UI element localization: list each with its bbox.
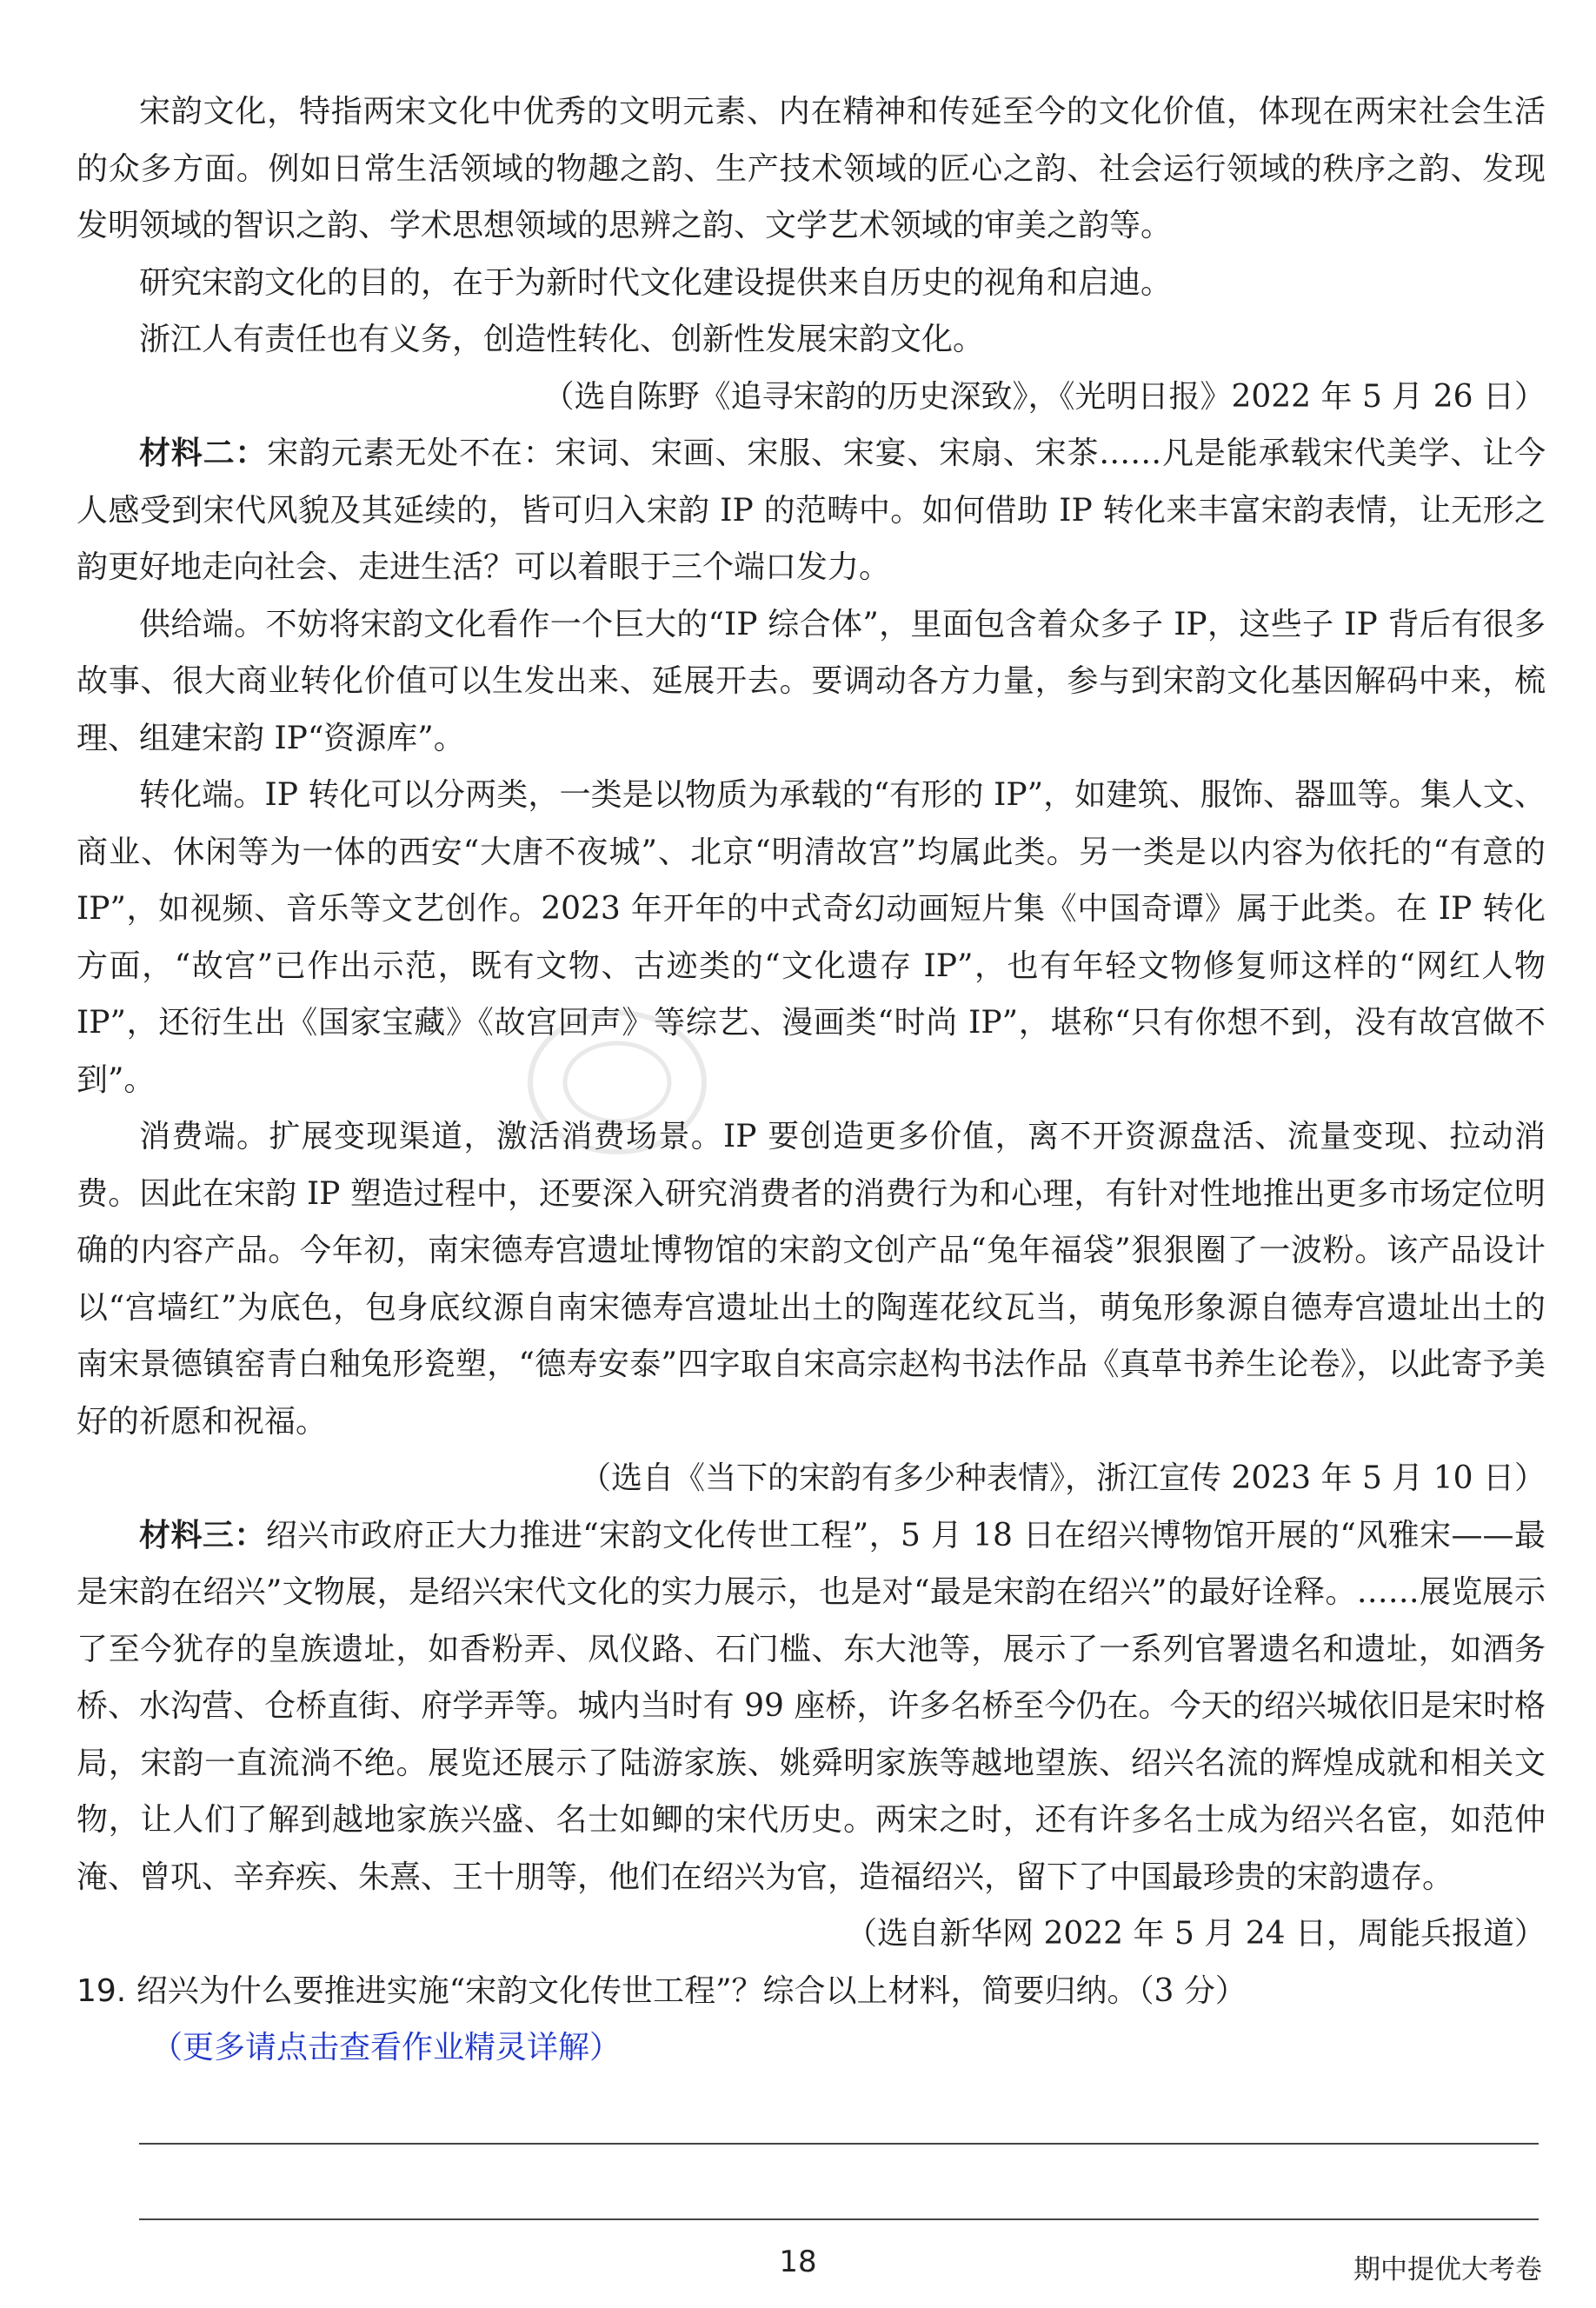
answer-detail-link[interactable]: （更多请点击查看作业精灵详解） <box>151 2030 622 2065</box>
answer-line <box>139 2218 1539 2220</box>
source-citation: （选自新华网 2022 年 5 月 24 日，周能兵报道） <box>846 1916 1546 1952</box>
material-three-label: 材料三： <box>139 1517 266 1553</box>
passage-paragraph: 消费端。扩展变现渠道，激活消费场景。IP 要创造更多价值，离不开资源盘活、流量变现、拉动消费。因此在宋韵 IP 塑造过程中，还要深入研究消费者的消费行为和心理，有针对性地推出更多市场定位明确的内容产品。今年初，南宋德寿宫遗址博物馆的宋韵文创产品“兔年福袋”狠狠圈了一波粉。该产品设计以“宫墙红”为底色，包身底纹源自南宋德寿宫遗址出土的陶莲花纹瓦当，萌兔形象源自德寿宫遗址出土的南宋景德镇窑青白釉兔形瓷塑，“德寿安泰”四字取自宋高宗赵构书法作品《真草书养生论卷》，以此寄予美好的祈愿和祝福。 <box>76 1119 1546 1440</box>
book-title: 期中提优大考卷 <box>1353 2254 1542 2285</box>
passage-paragraph: 宋韵文化，特指两宋文化中优秀的文明元素、内在精神和传延至今的文化价值，体现在两宋社会生活的众多方面。例如日常生活领域的物趣之韵、生产技术领域的匠心之韵、社会运行领域的秩序之韵、发现发明领域的智识之韵、学术思想领域的思辨之韵、文学艺术领域的审美之韵等。 <box>76 94 1546 243</box>
material-three-intro <box>76 1507 1546 1906</box>
material-two-intro <box>76 425 1546 596</box>
passage-paragraph: 研究宋韵文化的目的，在于为新时代文化建设提供来自历史的视角和启迪。 <box>139 264 1173 301</box>
answer-line <box>139 2143 1539 2145</box>
question-text: 绍兴为什么要推进实施“宋韵文化传世工程”？综合以上材料，简要归纳。（3 分） <box>136 1972 1247 2009</box>
material-two-text: 宋韵元素无处不在：宋词、宋画、宋服、宋宴、宋扇、宋茶……凡是能承载宋代美学、让今人感受到宋代风貌及其延续的，皆可归入宋韵 IP 的范畴中。如何借助 IP 转化来丰富宋韵表情，让无形之韵更好地走向社会、走进生活？可以着眼于三个端口发力。 <box>76 436 1546 585</box>
material-two-label: 材料二： <box>139 436 268 471</box>
passage-paragraph: 转化端。IP 转化可以分两类，一类是以物质为承载的“有形的 IP”，如建筑、服饰、器皿等。集人文、商业、休闲等为一体的西安“大唐不夜城”、北京“明清故宫”均属此类。另一类是以内容为依托的“有意的 IP”，如视频、音乐等文艺创作。2023 年开年的中式奇幻动画短片集《中国奇谭》属于此类。在 IP 转化方面，“故宫”已作出示范，既有文物、古迹类的“文化遗存 IP”，也有年轻文物修复师这样的“网红人物 IP”，还衍生出《国家宝藏》《故宫回声》等综艺、漫画类“时尚 IP”，堪称“只有你想不到，没有故宫做不到”。 <box>76 777 1546 1098</box>
material-three-text: 绍兴市政府正大力推进“宋韵文化传世工程”，5 月 18 日在绍兴博物馆开展的“风雅宋——最是宋韵在绍兴”文物展，是绍兴宋代文化的实力展示，也是对“最是宋韵在绍兴”的最好诠释。……展览展示了至今犹存的皇族遗址，如香粉弄、凤仪路、石门槛、东大池等，展示了一系列官署遗名和遗址，如酒务桥、水沟营、仓桥直街、府学弄等。城内当时有 99 座桥，许多名桥至今仍在。今天的绍兴城依旧是宋时格局，宋韵一直流淌不绝。展览还展示了陆游家族、姚舜明家族等越地望族、绍兴名流的辉煌成就和相关文物，让人们了解到越地家族兴盛、名士如鲫的宋代历史。两宋之时，还有许多名士成为绍兴名宦，如范仲淹、曾巩、辛弃疾、朱熹、王十朋等，他们在绍兴为官，造福绍兴，留下了中国最珍贵的宋韵遗存。 <box>76 1517 1546 1895</box>
passage-paragraph: 浙江人有责任也有义务，创造性转化、创新性发展宋韵文化。 <box>139 322 985 357</box>
question-number: 19. <box>76 1972 127 2009</box>
source-citation: （选自陈野《追寻宋韵的历史深致》，《光明日报》2022 年 5 月 26 日） <box>542 378 1546 415</box>
question-19 <box>76 1963 1546 2020</box>
page-number: 18 <box>779 2245 817 2279</box>
reading-passage <box>76 83 1546 2077</box>
passage-paragraph: 供给端。不妨将宋韵文化看作一个巨大的“IP 综合体”，里面包含着众多子 IP，这些子 IP 背后有很多故事、很大商业转化价值可以生发出来、延展开去。要调动各方力量，参与到宋韵文化基因解码中来，梳理、组建宋韵 IP“资源库”。 <box>76 606 1546 756</box>
source-citation: （选自《当下的宋韵有多少种表情》，浙江宣传 2023 年 5 月 10 日） <box>580 1460 1546 1496</box>
